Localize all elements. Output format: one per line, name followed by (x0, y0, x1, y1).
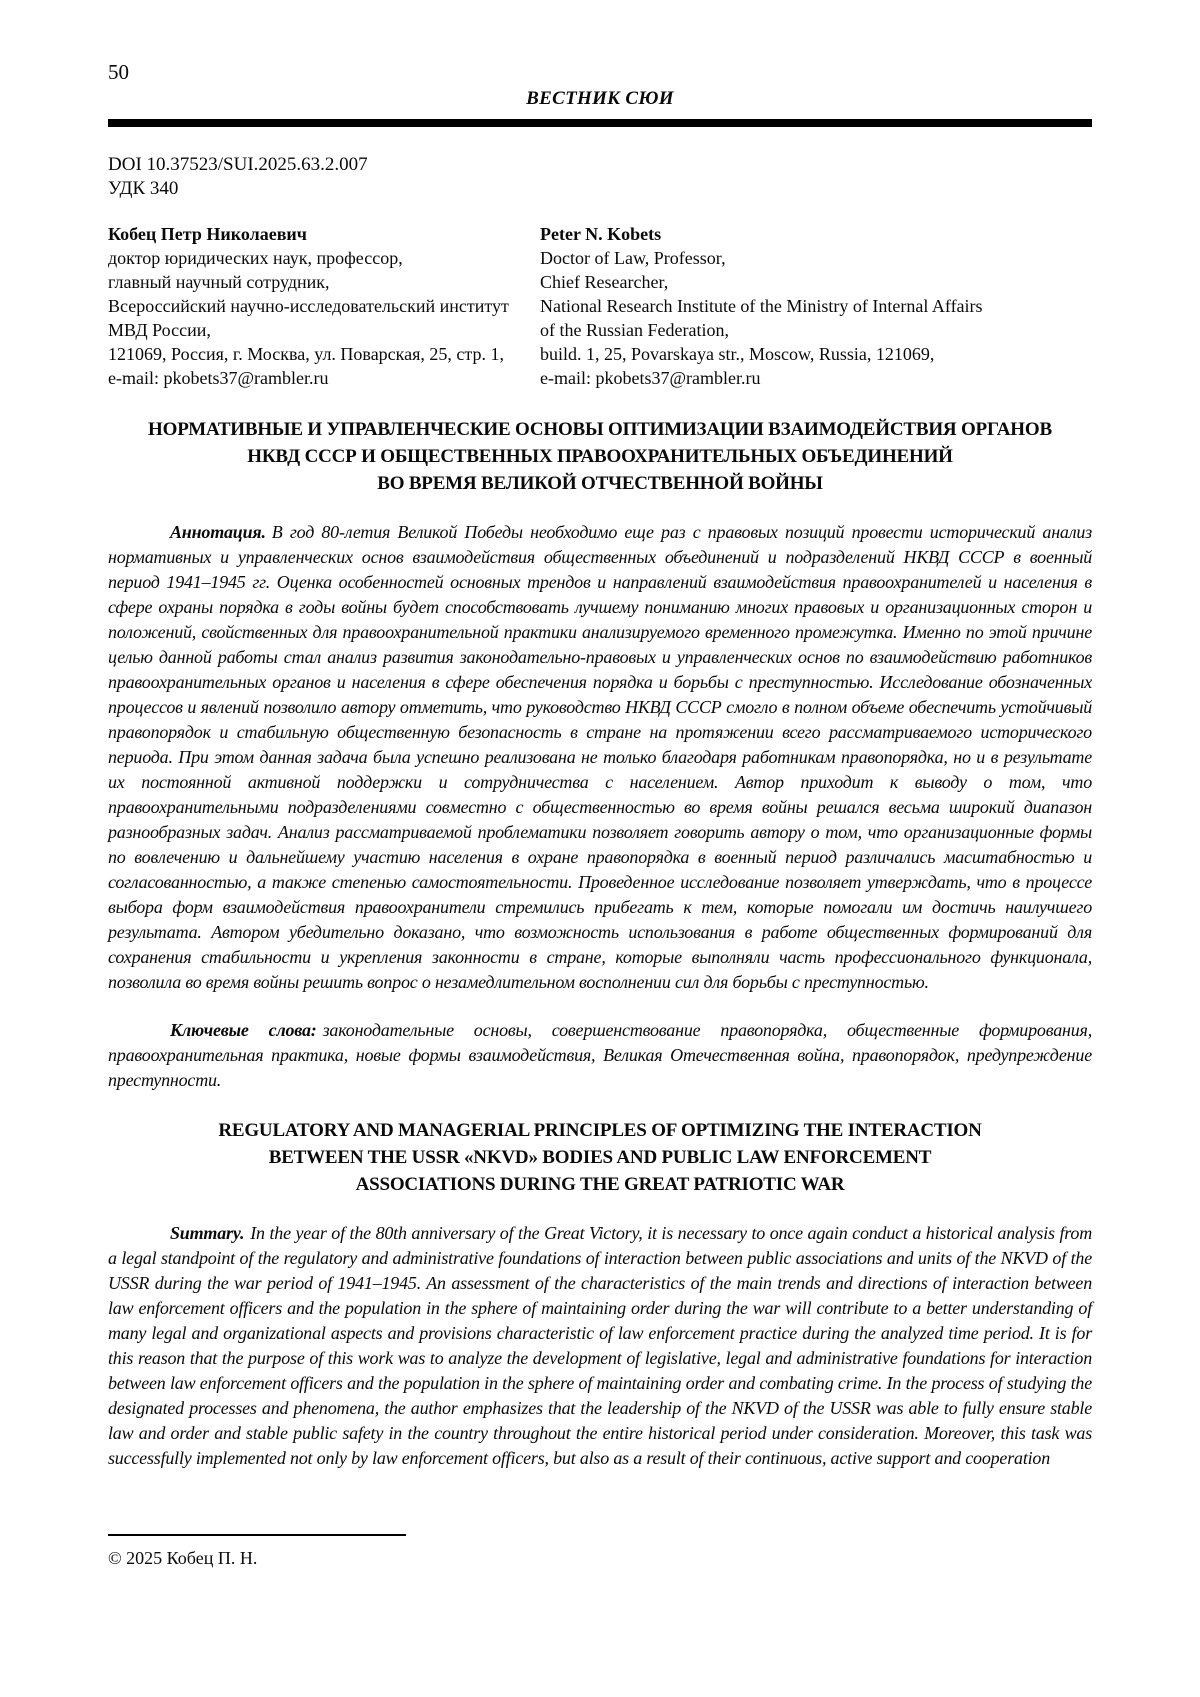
abstract-label: Аннотация. (170, 522, 266, 542)
article-title-en (108, 1117, 1092, 1198)
author-info-line: доктор юридических наук, профессор, (108, 248, 403, 268)
article-title-ru (108, 416, 1092, 497)
author-email-en: e-mail: pkobets37@rambler.ru (540, 368, 761, 388)
article-title-ru-line: ВО ВРЕМЯ ВЕЛИКОЙ ОТЧЕСТВЕННОЙ ВОЙНЫ (377, 473, 823, 494)
author-info-line: build. 1, 25, Povarskaya str., Moscow, Russia, 121069, (540, 344, 935, 364)
summary-text: In the year of the 80th anniversary of the Great Victory, it is necessary to once again conduct a historical analysis from a legal standpoint of the regulatory and administrative foundations of interaction between public associations and units of the NKVD of the USSR during the war period of 1941–1945. An assessment of the characteristics of the main trends and directions of interaction between law enforcement officers and the population in the sphere of maintaining order during the war will contribute to a better understanding of many legal and organizational aspects and provisions characteristic of law enforcement practice during the analyzed time period. It is for this reason that the purpose of this work was to analyze the development of legislative, legal and administrative foundations for interaction between law enforcement officers and the population in the sphere of maintaining order and combating crime. In the process of studying the designated processes and phenomena, the author emphasizes that the leadership of the NKVD of the USSR was able to fully ensure stable law and order and stable public safety in the country throughout the entire historical period under consideration. Moreover, this task was successfully implemented not only by law enforcement officers, but also as a result of their continuous, active support and cooperation (108, 1223, 1092, 1468)
author-info-line: of the Russian Federation, (540, 320, 729, 340)
journal-title: ВЕСТНИК СЮИ (526, 88, 674, 109)
author-info-line: МВД России, (108, 320, 211, 340)
article-title-en-line: ASSOCIATIONS DURING THE GREAT PATRIOTIC WAR (355, 1174, 845, 1195)
author-info-line: Doctor of Law, Professor, (540, 248, 726, 268)
meta-block (108, 153, 1092, 201)
article-title-ru-line: НОРМАТИВНЫЕ И УПРАВЛЕНЧЕСКИЕ ОСНОВЫ ОПТИМИЗАЦИИ ВЗАИМОДЕЙСТВИЯ ОРГАНОВ (148, 419, 1052, 440)
page-number: 50 (108, 60, 129, 84)
article-title-ru-line: НКВД СССР И ОБЩЕСТВЕННЫХ ПРАВООХРАНИТЕЛЬНЫХ ОБЪЕДИНЕНИЙ (247, 446, 953, 467)
author-name-en: Peter N. Kobets (540, 224, 662, 244)
copyright-text: © 2025 Кобец П. Н. (108, 1548, 258, 1568)
author-info-line: 121069, Россия, г. Москва, ул. Поварская, 25, стр. 1, (108, 344, 504, 364)
summary-label: Summary. (170, 1223, 245, 1243)
author-info-line: National Research Institute of the Ministry of Internal Affairs (540, 296, 983, 316)
article-title-en-line: REGULATORY AND MANAGERIAL PRINCIPLES OF OPTIMIZING THE INTERACTION (218, 1120, 982, 1141)
author-name-ru: Кобец Петр Николаевич (108, 224, 307, 244)
header-rule (108, 119, 1092, 127)
abstract-text: В год 80-летия Великой Победы необходимо еще раз с правовых позиций провести исторический анализ нормативных и управленческих основ взаимодействия общественных объединений и подразделений НКВД СССР в военный период 1941–1945 гг. Оценка особенностей основных трендов и направлений взаимодействия правоохранителей и населения в сфере охраны порядка в годы войны будет способствовать лучшему пониманию многих правовых и организационных сторон и положений, свойственных для правоохранительной практики анализируемого временного промежутка. Именно по этой причине целью данной работы стал анализ развития законодательно-правовых и управленческих основ по взаимодействию работников правоохранительных органов и населения в сфере обеспечения порядка и борьбы с преступностью. Исследование обозначенных процессов и явлений позволило автору отметить, что руководство НКВД СССР смогло в полном объеме обеспечить устойчивый правопорядок и стабильную общественную безопасность в стране на протяжении всего рассматриваемого исторического периода. При этом данная задача была успешно реализована не только благодаря работникам правопорядка, но и в результате их постоянной активной поддержки и сотрудничества с населением. Автор приходит к выводу о том, что правоохранительными подразделениями совместно с общественностью во время войны решался весьма широкий диапазон разнообразных задач. Анализ рассматриваемой проблематики позволяет говорить автору о том, что организационные формы по вовлечению и дальнейшему участию населения в охране правопорядка в военный период различались масштабностью и согласованностью, а также степенью самостоятельности. Проведенное исследование позволяет утверждать, что в процессе выбора форм взаимодействия правоохранители стремились прибегать к тем, которые помогали им достичь наилучшего результата. Автором убедительно доказано, что возможность использования в работе общественных формирований для сохранения стабильности и укрепления законности в стране, которые выполняли часть профессионального функционала, позволила во время войны решить вопрос о незамедлительном восполнении сил для борьбы с преступностью. (108, 522, 1092, 992)
abstract-paragraph (108, 520, 1092, 995)
author-block-en (540, 222, 1092, 390)
author-email-ru: e-mail: pkobets37@rambler.ru (108, 368, 329, 388)
article-title-en-line: BETWEEN THE USSR «NKVD» BODIES AND PUBLIC LAW ENFORCEMENT (268, 1147, 932, 1168)
keywords-paragraph (108, 1018, 1092, 1093)
doi-text: DOI 10.37523/SUI.2025.63.2.007 (108, 154, 368, 175)
author-block-ru (108, 222, 540, 390)
author-info-line: главный научный сотрудник, (108, 272, 330, 292)
footer (108, 1534, 1092, 1569)
author-info-line: Всероссийский научно-исследовательский институт (108, 296, 509, 316)
author-info-line: Chief Researcher, (540, 272, 669, 292)
keywords-label: Ключевые слова: (170, 1020, 317, 1040)
summary-paragraph (108, 1221, 1092, 1471)
footer-rule (108, 1534, 406, 1536)
udc-text: УДК 340 (108, 178, 179, 199)
keywords-text: законодательные основы, совершенствование правопорядка, общественные формирования, правоохранительная практика, новые формы взаимодействия, Великая Отечественная война, правопорядок, предупреждение преступности. (108, 1020, 1092, 1090)
authors-block (108, 222, 1092, 390)
